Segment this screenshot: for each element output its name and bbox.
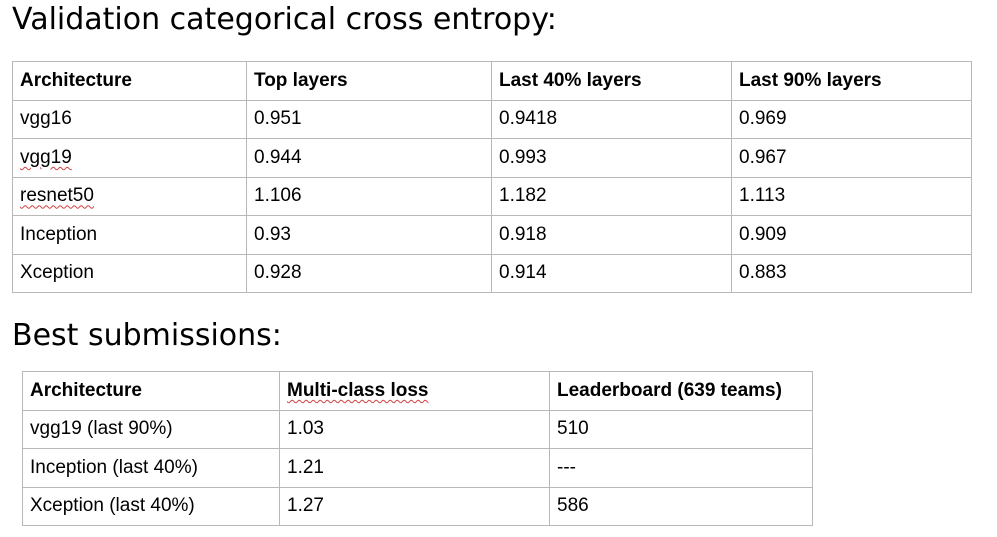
architecture-cell: Inception (last 40%): [23, 449, 280, 488]
value-cell: 0.967: [732, 139, 972, 178]
value-cell: 1.106: [247, 177, 492, 216]
architecture-cell: [13, 254, 247, 293]
value-cell: 1.113: [732, 177, 972, 216]
architecture-cell: [13, 100, 247, 139]
table-header-row: [13, 62, 972, 101]
architecture-name: resnet50: [20, 185, 94, 207]
table-row: [13, 216, 972, 255]
architecture-cell: vgg19 (last 90%): [23, 410, 280, 449]
validation-table: [12, 61, 972, 293]
architecture-name: Inception: [20, 223, 98, 245]
table-row: [23, 410, 813, 449]
value-cell: 0.918: [492, 216, 732, 255]
value-cell: 0.951: [247, 100, 492, 139]
validation-heading: Validation categorical cross entropy:: [12, 2, 557, 37]
value-cell: 0.969: [732, 100, 972, 139]
architecture-cell: [13, 216, 247, 255]
value-cell: 0.883: [732, 254, 972, 293]
value-cell: 0.944: [247, 139, 492, 178]
value-cell: 0.928: [247, 254, 492, 293]
submissions-table: [22, 371, 813, 526]
architecture-name: Xception: [20, 262, 94, 284]
table-row: [13, 177, 972, 216]
table-row: [13, 254, 972, 293]
table-row: [13, 100, 972, 139]
loss-cell: 1.27: [280, 487, 550, 526]
architecture-name: vgg19: [20, 146, 72, 168]
header-leaderboard: Leaderboard (639 teams): [550, 372, 813, 411]
architecture-cell: [13, 177, 247, 216]
header-architecture: Architecture: [23, 372, 280, 411]
loss-cell: 1.21: [280, 449, 550, 488]
submissions-heading: Best submissions:: [12, 318, 282, 353]
value-cell: 0.93: [247, 216, 492, 255]
table-row: [13, 139, 972, 178]
table-row: [23, 449, 813, 488]
header-top-layers: Top layers: [247, 62, 492, 101]
header-architecture: Architecture: [13, 62, 247, 101]
value-cell: 1.182: [492, 177, 732, 216]
loss-cell: 1.03: [280, 410, 550, 449]
architecture-cell: [13, 139, 247, 178]
value-cell: 0.914: [492, 254, 732, 293]
architecture-name: vgg16: [20, 108, 72, 130]
header-last-90-layers: Last 90% layers: [732, 62, 972, 101]
rank-cell: 586: [550, 487, 813, 526]
header-multi-class-loss-label: Multi-class loss: [287, 379, 429, 401]
table-row: [23, 487, 813, 526]
rank-cell: ---: [550, 449, 813, 488]
rank-cell: 510: [550, 410, 813, 449]
header-last-40-layers: Last 40% layers: [492, 62, 732, 101]
table-header-row: [23, 372, 813, 411]
architecture-cell: Xception (last 40%): [23, 487, 280, 526]
value-cell: 0.909: [732, 216, 972, 255]
value-cell: 0.993: [492, 139, 732, 178]
header-multi-class-loss: [280, 372, 550, 411]
value-cell: 0.9418: [492, 100, 732, 139]
